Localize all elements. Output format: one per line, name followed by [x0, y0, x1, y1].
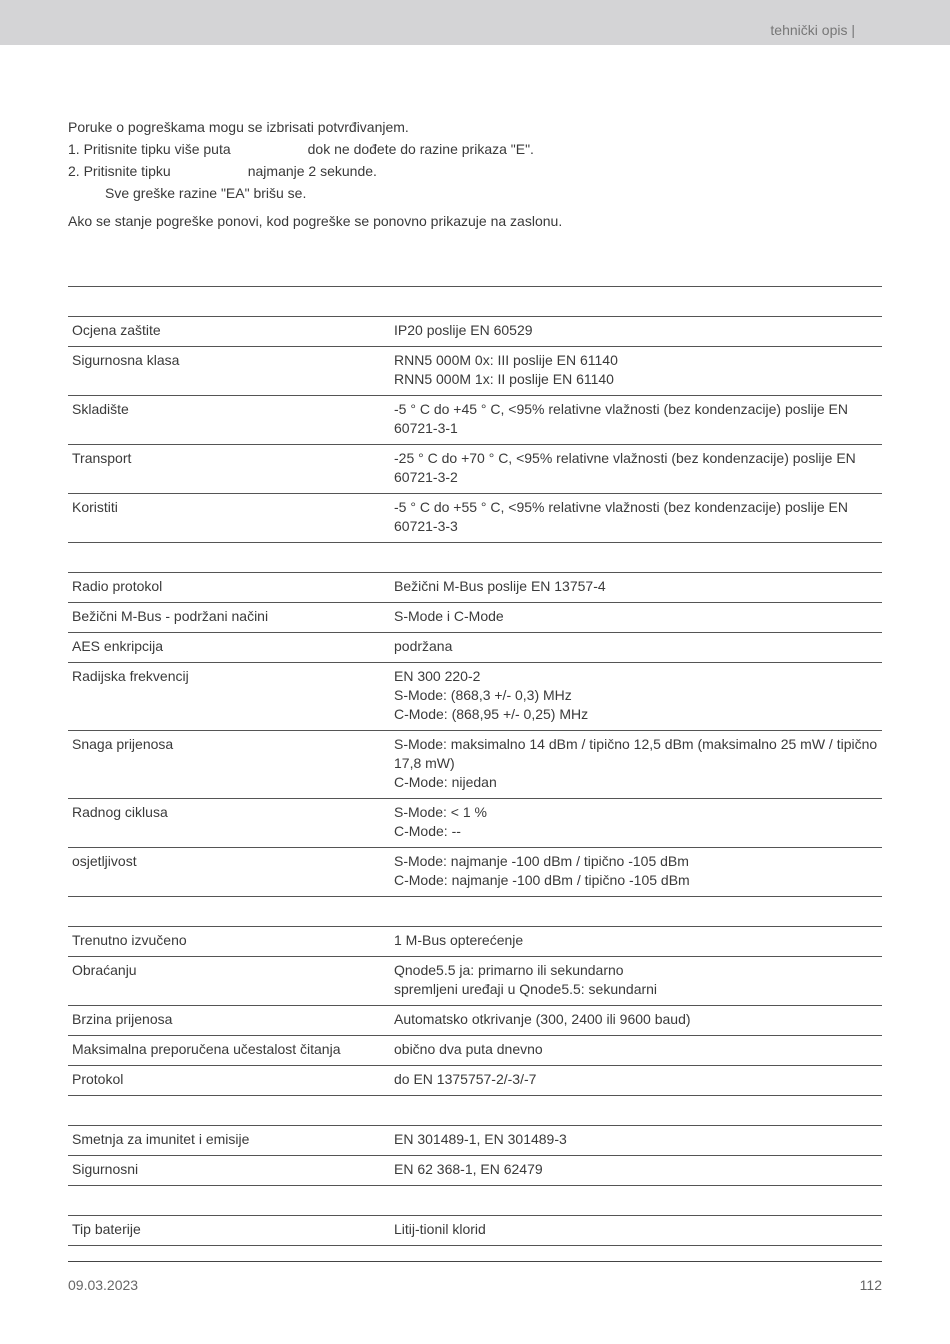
spec-value-line: 1 M-Bus opterećenje [394, 932, 524, 948]
spec-value [394, 852, 882, 890]
spec-value-line: do EN 1375757-2/-3/-7 [394, 1071, 537, 1087]
spec-value-line: EN 62 368-1, EN 62479 [394, 1161, 543, 1177]
spec-table [68, 286, 882, 1246]
step-1-text-a: 1. Pritisnite tipku više puta [68, 141, 231, 157]
spec-value-line: Bežični M-Bus poslije EN 13757-4 [394, 578, 606, 594]
spec-row [68, 731, 882, 799]
step-1 [68, 138, 883, 160]
spec-value [394, 1220, 882, 1239]
spec-label: Transport [72, 450, 132, 466]
spec-value-line: RNN5 000M 0x: III poslije EN 61140 [394, 352, 618, 368]
spec-label: Sigurnosna klasa [72, 352, 180, 368]
section-separator [68, 1096, 882, 1126]
section-separator [68, 286, 882, 317]
spec-row [68, 603, 882, 633]
spec-value-line: -5 ° C do +55 ° C, <95% relativne vlažnosti (bez kondenzacije) poslije EN 60721-3-3 [394, 499, 848, 534]
spec-row [68, 1036, 882, 1066]
spec-row [68, 347, 882, 396]
spec-label: Radio protokol [72, 578, 163, 594]
spec-value-line: podržana [394, 638, 453, 654]
section-separator [68, 897, 882, 927]
spec-row [68, 317, 882, 347]
spec-value [394, 803, 882, 841]
spec-value-line: -25 ° C do +70 ° C, <95% relativne vlažnosti (bez kondenzacije) poslije EN 60721-3-2 [394, 450, 856, 485]
intro-text [68, 116, 883, 232]
spec-value [394, 351, 882, 389]
intro-line: Poruke o pogreškama mogu se izbrisati potvrđivanjem. [68, 119, 409, 135]
spec-value-line: S-Mode: maksimalno 14 dBm / tipično 12,5 dBm (maksimalno 25 mW / tipično 17,8 mW) [394, 736, 878, 771]
spec-row [68, 799, 882, 848]
step-2-text-a: 2. Pritisnite tipku [68, 163, 171, 179]
spec-label: Sigurnosni [72, 1161, 139, 1177]
spec-label: Trenutno izvučeno [72, 932, 187, 948]
spec-label: Maksimalna preporučena učestalost čitanja [72, 1041, 341, 1057]
spec-value-line: Automatsko otkrivanje (300, 2400 ili 9600 baud) [394, 1011, 691, 1027]
spec-value [394, 1160, 882, 1179]
spec-value-line: S-Mode i C-Mode [394, 608, 504, 624]
spec-value [394, 321, 882, 340]
spec-row [68, 445, 882, 494]
spec-value-line: S-Mode: (868,3 +/- 0,3) MHz [394, 687, 572, 703]
spec-row [68, 1006, 882, 1036]
step-2-text-b: najmanje 2 sekunde. [247, 163, 377, 179]
spec-row [68, 957, 882, 1006]
spec-row [68, 573, 882, 603]
spec-value-line: obično dva puta dnevno [394, 1041, 543, 1057]
spec-value-line: C-Mode: -- [394, 823, 461, 839]
spec-value-line: Qnode5.5 ja: primarno ili sekundarno [394, 962, 624, 978]
spec-value-line: EN 300 220-2 [394, 668, 481, 684]
spec-row [68, 1156, 882, 1186]
header-label: tehnički opis | [770, 22, 855, 38]
spec-row [68, 633, 882, 663]
spec-label: Snaga prijenosa [72, 736, 174, 752]
spec-value-line: EN 301489-1, EN 301489-3 [394, 1131, 567, 1147]
spec-value [394, 1040, 882, 1059]
footer-divider [68, 1261, 882, 1262]
spec-row [68, 1126, 882, 1156]
spec-label: Bežični M-Bus - podržani načini [72, 608, 269, 624]
spec-value [394, 667, 882, 724]
spec-value-line: RNN5 000M 1x: II poslije EN 61140 [394, 371, 614, 387]
spec-row [68, 848, 882, 897]
spec-value-line: -5 ° C do +45 ° C, <95% relativne vlažnosti (bez kondenzacije) poslije EN 60721-3-1 [394, 401, 848, 436]
spec-value-line: Litij-tionil klorid [394, 1221, 486, 1237]
spec-label: Radijska frekvencij [72, 668, 189, 684]
spec-value-line: spremljeni uređaji u Qnode5.5: sekundarni [394, 981, 658, 997]
spec-label: Obraćanju [72, 962, 137, 978]
section-separator [68, 543, 882, 573]
spec-value [394, 400, 882, 438]
spec-value [394, 1070, 882, 1089]
spec-value [394, 498, 882, 536]
step-2 [68, 160, 883, 182]
section-separator [68, 1186, 882, 1216]
spec-value [394, 961, 882, 999]
footer-date: 09.03.2023 [68, 1277, 139, 1293]
spec-value-line: C-Mode: nijedan [394, 774, 497, 790]
spec-label: Protokol [72, 1071, 124, 1087]
step-1-text-b: dok ne dođete do razine prikaza "E". [307, 141, 534, 157]
spec-value-line: C-Mode: (868,95 +/- 0,25) MHz [394, 706, 589, 722]
spec-label: AES enkripcija [72, 638, 164, 654]
spec-value [394, 577, 882, 596]
spec-value [394, 607, 882, 626]
spec-label: Tip baterije [72, 1221, 141, 1237]
spec-label: Radnog ciklusa [72, 804, 168, 820]
spec-value [394, 449, 882, 487]
spec-row [68, 927, 882, 957]
spec-value [394, 931, 882, 950]
spec-row [68, 396, 882, 445]
spec-value [394, 1130, 882, 1149]
spec-label: Ocjena zaštite [72, 322, 161, 338]
spec-value-line: S-Mode: < 1 % [394, 804, 487, 820]
spec-value-line: C-Mode: najmanje -100 dBm / tipično -105 dBm [394, 872, 690, 888]
spec-value-line: S-Mode: najmanje -100 dBm / tipično -105 dBm [394, 853, 689, 869]
spec-row [68, 663, 882, 731]
spec-value-line: IP20 poslije EN 60529 [394, 322, 533, 338]
spec-value [394, 637, 882, 656]
spec-row [68, 1066, 882, 1096]
spec-label: osjetljivost [72, 853, 137, 869]
spec-label: Koristiti [72, 499, 118, 515]
spec-row [68, 494, 882, 543]
spec-label: Smetnja za imunitet i emisije [72, 1131, 250, 1147]
spec-label: Skladište [72, 401, 129, 417]
spec-row [68, 1216, 882, 1246]
step-2-note: Sve greške razine "EA" brišu se. [105, 185, 307, 201]
page-number: 112 [859, 1277, 882, 1293]
intro-last-line: Ako se stanje pogreške ponovi, kod pogreške se ponovno prikazuje na zaslonu. [68, 213, 563, 229]
spec-value [394, 1010, 882, 1029]
spec-label: Brzina prijenosa [72, 1011, 173, 1027]
spec-value [394, 735, 882, 792]
